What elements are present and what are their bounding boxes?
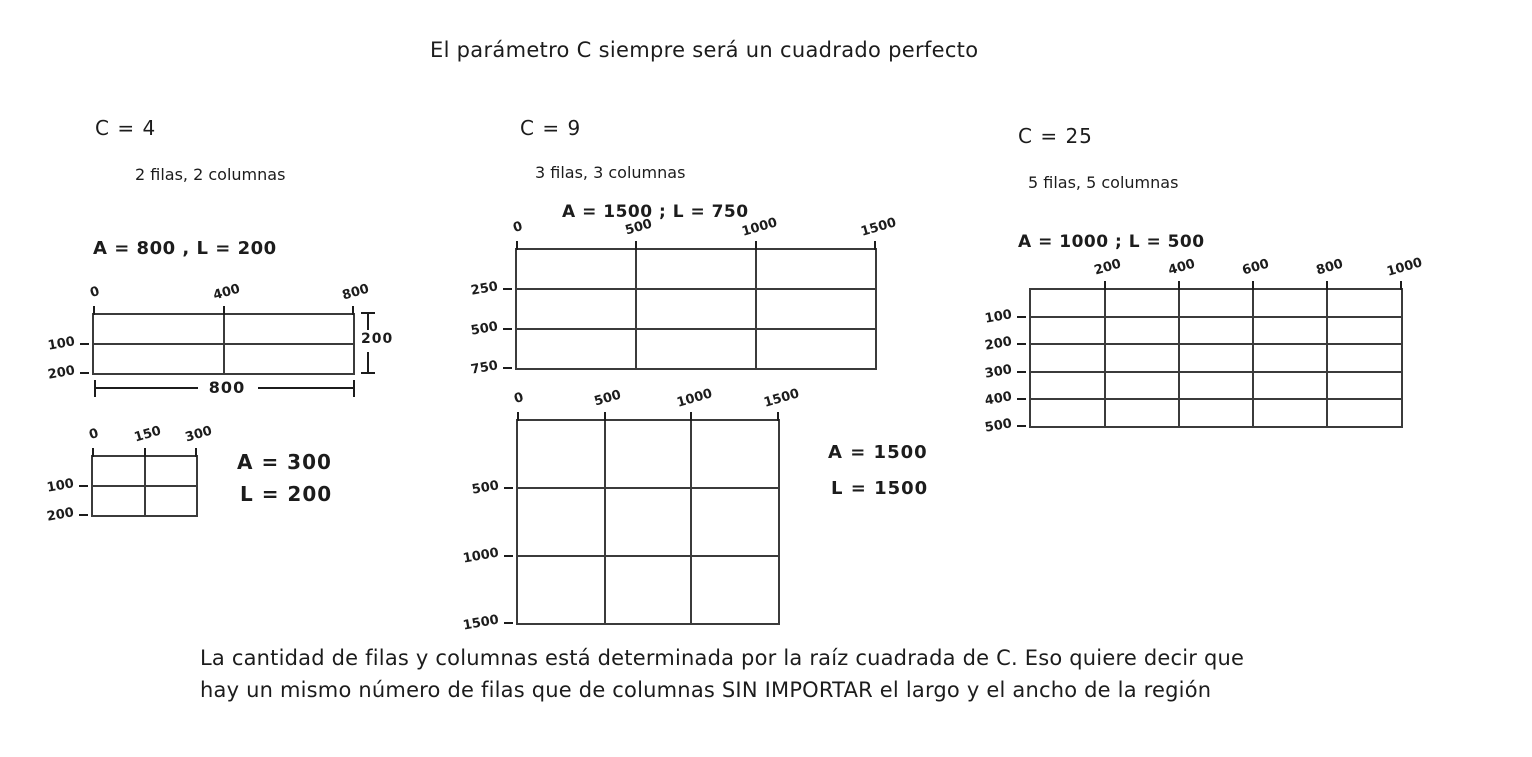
width-dim-seg-right bbox=[258, 387, 353, 389]
footer-line-2: hay un mismo número de filas que de columnas SIN IMPORTAR el largo y el ancho de la región bbox=[200, 678, 1212, 702]
grid-c25-rect bbox=[983, 255, 1425, 436]
page-title: El parámetro C siempre será un cuadrado perfecto bbox=[430, 38, 979, 62]
section-c25-label: C = 25 bbox=[1018, 124, 1093, 148]
y-tick-label: 750 bbox=[469, 358, 500, 378]
x-tick-label: 1500 bbox=[762, 386, 802, 411]
height-dim-stem-bottom bbox=[367, 352, 369, 372]
c4-small-length-label: L = 200 bbox=[240, 482, 333, 506]
x-tick-mark bbox=[92, 448, 94, 457]
y-tick-label: 400 bbox=[983, 389, 1014, 409]
c4-small-area-label: A = 300 bbox=[237, 450, 332, 474]
grid-hline bbox=[1031, 398, 1401, 400]
width-dim-seg-left bbox=[96, 387, 198, 389]
y-tick-mark bbox=[1017, 425, 1026, 427]
x-tick-label: 0 bbox=[87, 426, 101, 443]
x-tick-mark bbox=[690, 412, 692, 421]
x-tick-label: 300 bbox=[183, 423, 214, 446]
y-tick-label: 500 bbox=[469, 318, 500, 339]
x-tick-label: 600 bbox=[1240, 256, 1271, 279]
x-tick-label: 0 bbox=[511, 219, 525, 236]
y-tick-label: 200 bbox=[45, 505, 76, 525]
section-c9-sublabel: 3 filas, 3 columnas bbox=[535, 163, 686, 182]
x-tick-label: 1500 bbox=[859, 215, 899, 240]
x-tick-mark bbox=[777, 412, 779, 421]
y-tick-mark bbox=[1017, 371, 1026, 373]
height-dim-label: 200 bbox=[361, 331, 394, 347]
x-tick-mark bbox=[223, 306, 225, 315]
x-tick-mark bbox=[352, 306, 354, 315]
section-c4-params: A = 800 , L = 200 bbox=[93, 238, 277, 259]
y-tick-label: 200 bbox=[983, 334, 1014, 355]
section-c9-label: C = 9 bbox=[520, 116, 582, 140]
grid-hline bbox=[517, 328, 875, 330]
x-tick-mark bbox=[1178, 281, 1180, 290]
x-tick-mark bbox=[1326, 281, 1328, 290]
grid-hline bbox=[1031, 371, 1401, 373]
y-tick-label: 250 bbox=[469, 279, 500, 300]
grid-vline bbox=[690, 421, 692, 623]
y-tick-label: 1500 bbox=[461, 612, 501, 634]
grid-c4-rect bbox=[46, 281, 371, 383]
x-tick-label: 150 bbox=[132, 423, 163, 446]
y-tick-mark bbox=[1017, 316, 1026, 318]
y-tick-mark bbox=[79, 514, 88, 516]
y-tick-mark bbox=[503, 288, 512, 290]
x-tick-mark bbox=[517, 412, 519, 421]
c9-square-length-label: L = 1500 bbox=[831, 478, 929, 499]
x-tick-mark bbox=[144, 448, 146, 457]
y-tick-mark bbox=[80, 343, 89, 345]
x-tick-mark bbox=[755, 241, 757, 250]
y-tick-label: 100 bbox=[46, 334, 77, 354]
x-tick-label: 500 bbox=[592, 387, 623, 410]
section-c9-params: A = 1500 ; L = 750 bbox=[562, 202, 749, 222]
x-tick-mark bbox=[516, 241, 518, 250]
grid-vline bbox=[604, 421, 606, 623]
x-tick-label: 500 bbox=[623, 216, 655, 239]
y-tick-mark bbox=[503, 367, 512, 369]
x-tick-mark bbox=[635, 241, 637, 250]
grid-hline bbox=[518, 555, 778, 557]
y-tick-mark bbox=[504, 622, 513, 624]
x-tick-mark bbox=[195, 448, 197, 457]
y-tick-mark bbox=[1017, 343, 1026, 345]
x-tick-label: 0 bbox=[88, 284, 102, 301]
y-tick-mark bbox=[503, 328, 512, 330]
grid-c4-small bbox=[45, 423, 214, 525]
x-tick-mark bbox=[1400, 281, 1402, 290]
section-c25-sublabel: 5 filas, 5 columnas bbox=[1028, 173, 1179, 192]
grid-vline bbox=[1104, 290, 1106, 426]
section-c25-params: A = 1000 ; L = 500 bbox=[1018, 232, 1205, 252]
grid-hline bbox=[1031, 343, 1401, 345]
x-tick-mark bbox=[1252, 281, 1254, 290]
x-tick-label: 200 bbox=[1092, 256, 1123, 279]
height-dim-cap-bottom bbox=[361, 372, 375, 374]
y-tick-mark bbox=[1017, 398, 1026, 400]
x-tick-mark bbox=[874, 241, 876, 250]
x-tick-mark bbox=[93, 306, 95, 315]
y-tick-label: 200 bbox=[46, 363, 77, 383]
y-tick-mark bbox=[79, 485, 88, 487]
x-tick-label: 800 bbox=[1314, 256, 1345, 279]
footer-line-1: La cantidad de filas y columnas está determinada por la raíz cuadrada de C. Eso quiere decir que bbox=[200, 646, 1245, 670]
x-tick-label: 800 bbox=[340, 281, 371, 304]
width-dim-label: 800 bbox=[208, 378, 246, 397]
width-dim-cap-right bbox=[353, 380, 355, 397]
grid-vline bbox=[635, 250, 637, 368]
x-tick-mark bbox=[1104, 281, 1106, 290]
grid-vline bbox=[1252, 290, 1254, 426]
x-tick-label: 1000 bbox=[675, 386, 715, 411]
grid-hline bbox=[518, 487, 778, 489]
x-tick-label: 400 bbox=[1166, 256, 1197, 279]
grid-hline bbox=[517, 288, 875, 290]
grid-hline bbox=[94, 343, 353, 345]
grid-c9-square bbox=[461, 386, 802, 634]
y-tick-label: 1000 bbox=[461, 545, 501, 567]
x-tick-label: 1000 bbox=[1385, 255, 1425, 280]
section-c4-label: C = 4 bbox=[95, 116, 157, 140]
x-tick-label: 400 bbox=[211, 281, 242, 304]
y-tick-label: 300 bbox=[983, 361, 1014, 382]
y-tick-label: 100 bbox=[983, 307, 1014, 327]
height-dim-stem-top bbox=[367, 314, 369, 330]
grid-vline bbox=[1326, 290, 1328, 426]
grid-hline bbox=[1031, 316, 1401, 318]
x-tick-label: 0 bbox=[512, 390, 526, 407]
y-tick-mark bbox=[504, 555, 513, 557]
section-c4-sublabel: 2 filas, 2 columnas bbox=[135, 165, 286, 184]
y-tick-label: 100 bbox=[45, 476, 76, 496]
y-tick-mark bbox=[504, 487, 513, 489]
grid-vline bbox=[1178, 290, 1180, 426]
x-tick-label: 1000 bbox=[739, 215, 779, 240]
y-tick-label: 500 bbox=[983, 416, 1014, 436]
grid-vline bbox=[755, 250, 757, 368]
c9-square-area-label: A = 1500 bbox=[828, 442, 928, 463]
y-tick-mark bbox=[80, 372, 89, 374]
grid-hline bbox=[93, 485, 196, 487]
y-tick-label: 500 bbox=[470, 478, 501, 499]
x-tick-mark bbox=[604, 412, 606, 421]
grid-c9-rect bbox=[469, 215, 899, 378]
